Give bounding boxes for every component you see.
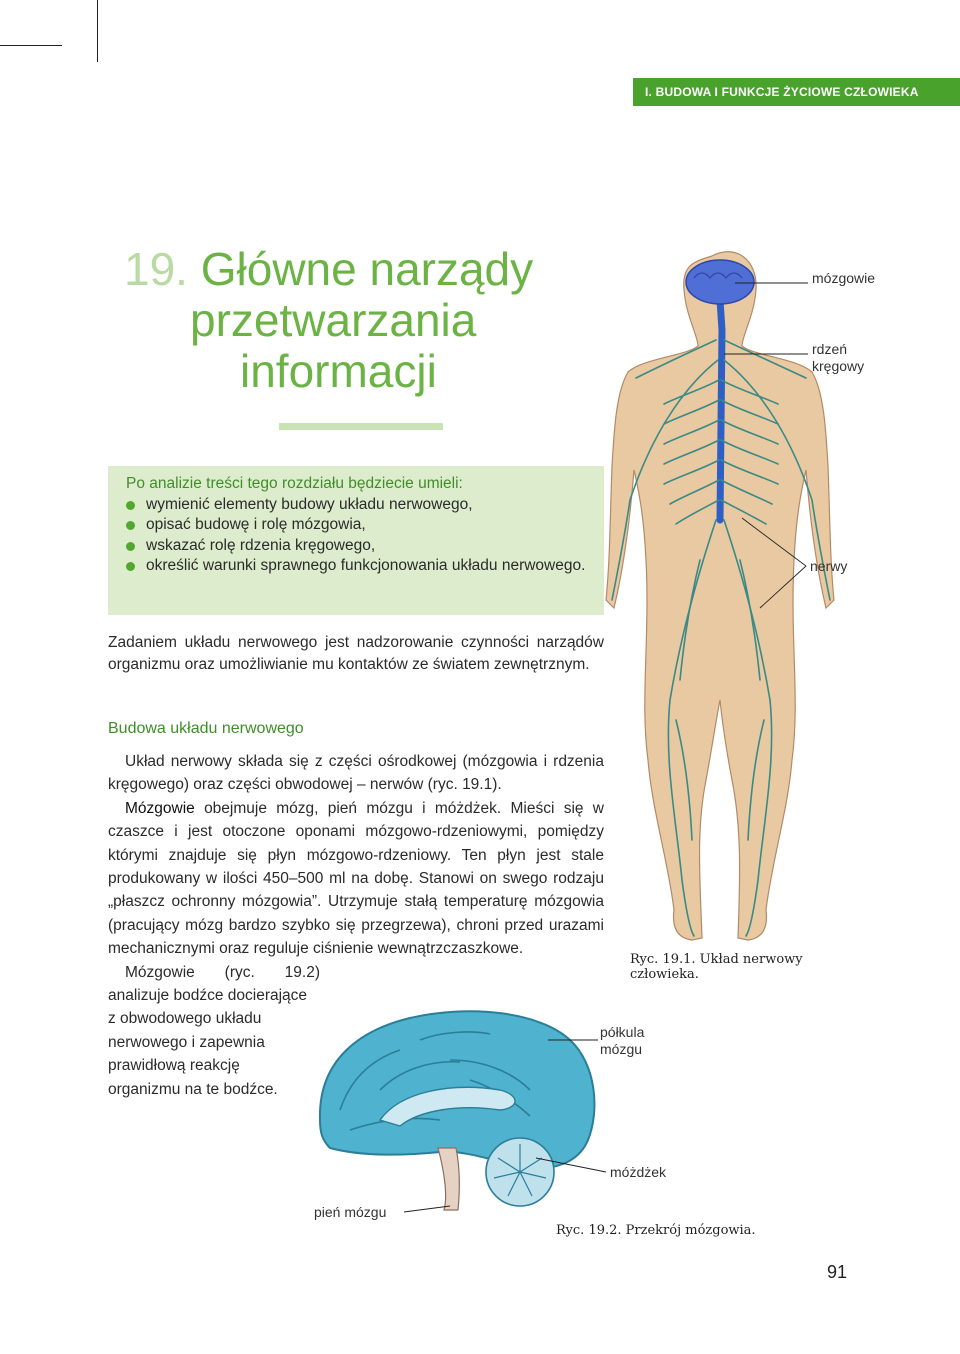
figure2-caption: Ryc. 19.2. Przekrój mózgowia. (556, 1223, 756, 1238)
label-nerves: nerwy (810, 558, 848, 574)
title-line-2: przetwarzania (190, 294, 477, 346)
figure1-caption: Ryc. 19.1. Układ nerwowy człowieka. (630, 952, 803, 982)
paragraph-3: Mózgowie (ryc. 19.2) analizuje bodźce docierające (108, 963, 320, 1005)
label-spinal-cord: rdzeń kręgowy (812, 341, 865, 374)
objectives-heading: Po analizie treści tego rozdziału będziecie umieli: (126, 475, 463, 492)
label-brain: mózgowie (812, 270, 876, 286)
brain-cross-section-illustration (320, 1011, 595, 1210)
human-body-illustration (606, 252, 834, 940)
paragraph-3-cont: z obwodowego układu nerwowego i zapewnia prawidłową reakcję organizmu na te bodźce. (108, 1010, 278, 1098)
objective-item: określić warunki sprawnego funkcjonowania układu nerwowego. (126, 556, 594, 577)
section-heading: Budowa układu nerwowego (108, 720, 304, 737)
paragraph-1: Układ nerwowy składa się z części ośrodkowej (mózgowia i rdzenia kręgowego) oraz części obwodowej – nerwów (ryc. 19.1). (108, 753, 604, 794)
keyword-brain: Mózgowie (125, 799, 195, 817)
page-number: 91 (827, 1262, 848, 1282)
title-line-1: Główne narządy (200, 243, 534, 295)
paragraph-2: Mózgowie obejmuje mózg, pień mózgu i móżdżek. Mieści się w czaszce i jest otoczone oponami mózgowo-rdzeniowymi, pomiędzy którymi znajduje się płyn mózgowo-rdzeniowy. Ten płyn jest stale produkowany w ilości 450–500 ml na dobę. Stanowi on swego rodzaju „płaszcz ochronny mózgowia”. Utrzymuje stałą temperaturę mózgowia (pracujący mózg bardzo szybko się przegrzewa), chroni przed urazami mechanicznymi oraz reguluje ciśnienie wewnątrzczaszkowe. (108, 799, 604, 958)
title-line-3: informacji (240, 345, 437, 397)
chapter-header: I. BUDOWA I FUNKCJE ŻYCIOWE CZŁOWIEKA (633, 78, 960, 106)
objective-item: wymienić elementy budowy układu nerwowego, (126, 495, 594, 516)
label-hemisphere: półkula mózgu (600, 1024, 645, 1057)
lead-paragraph: Zadaniem układu nerwowego jest nadzorowanie czynności narządów organizmu oraz umożliwianie mu kontaktów ze światem zewnętrznym. (108, 634, 604, 673)
title-number: 19. (124, 243, 188, 295)
objective-item: opisać budowę i rolę mózgowia, (126, 515, 594, 536)
objective-item: wskazać rolę rdzenia kręgowego, (126, 536, 594, 557)
label-cerebellum: móżdżek (610, 1164, 667, 1180)
label-brainstem: pień mózgu (314, 1204, 387, 1220)
